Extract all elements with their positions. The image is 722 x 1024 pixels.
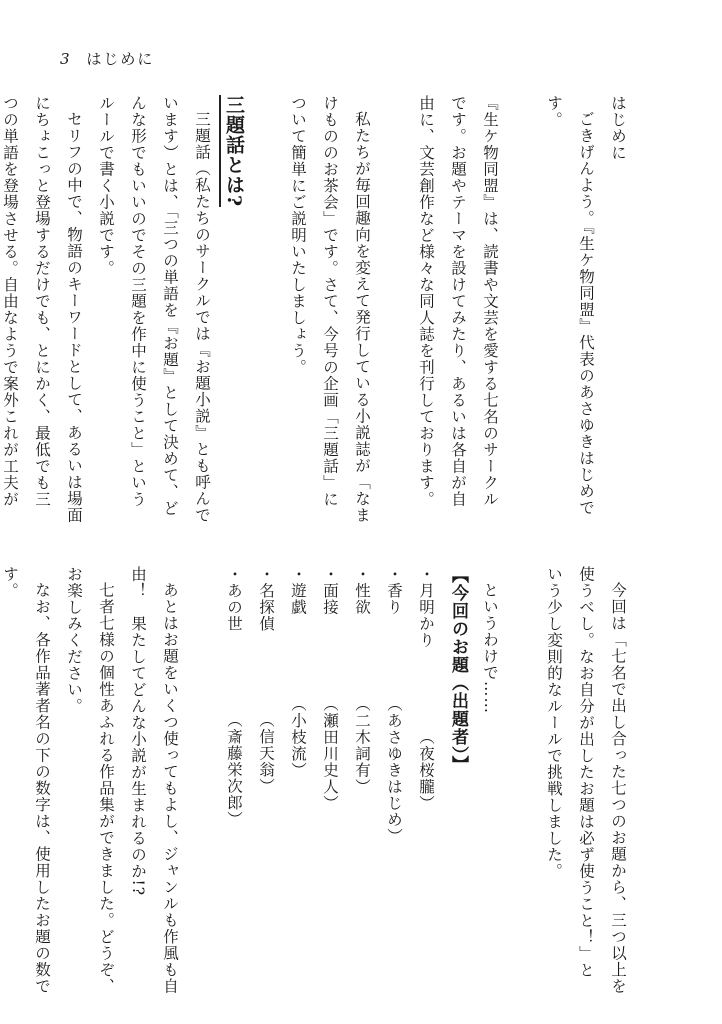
intro-title: はじめに <box>609 95 627 161</box>
running-header <box>60 48 154 69</box>
rule-paragraph: 今回は「七名で出し合った七つのお題から、三つ以上を使うべし。なお自分が出したお題は必ず使うこと！」という少し変則的なルールで挑戦しました。 <box>545 566 627 994</box>
topic-item <box>250 566 282 994</box>
topic-word: ・面接 <box>321 566 339 616</box>
intro-paragraph-1: ごきげんよう。『生ケ物同盟』代表のあさゆきはじめです。 <box>545 95 595 516</box>
topic-word: ・香り <box>385 566 403 616</box>
topic-author: （二木詞有） <box>353 695 371 795</box>
rule-lead: というわけで…… <box>481 581 499 714</box>
header-section-title: はじめに <box>86 50 155 68</box>
topics-heading: 【今回のお題（出題者）】 <box>448 566 468 774</box>
sandai-heading-text: 三題話とは? <box>219 95 245 207</box>
topic-item <box>410 566 442 994</box>
intro-paragraph-2: 『生ケ物同盟』は、読書や文芸を愛する七名のサークルです。お題やテーマを設けてみたり、あるいは各自が自由に、文芸創作など様々な同人誌を刊行しております。 <box>417 95 499 508</box>
topic-word: ・あの世 <box>225 566 243 632</box>
page-number: 3 <box>60 50 72 68</box>
topic-author: （夜桜朧） <box>417 728 435 811</box>
bottom-text-block <box>0 566 634 994</box>
closing-paragraph-2: 七者七様の個性あふれる作品集ができました。どうぞ、お楽しみください。 <box>65 566 115 994</box>
topic-word: ・性欲 <box>353 566 371 616</box>
topic-item <box>218 566 250 994</box>
topic-author: （瀬田川史人） <box>321 695 339 811</box>
topic-item <box>346 566 378 994</box>
closing-paragraph-3: なお、各作品著者名の下の数字は、使用したお題の数です。 <box>1 566 51 994</box>
topic-author: （信天翁） <box>257 712 275 795</box>
topic-word: ・遊戯 <box>289 566 307 616</box>
intro-paragraph-3: 私たちが毎回趣向を変えて発行している小説誌が「なまけもののお茶会」です。さて、今号の企画「三題話」について簡単にご説明いたしましょう。 <box>289 95 371 523</box>
topic-author: （小枝流） <box>289 695 307 778</box>
topic-author: （斎藤栄次郎） <box>225 712 243 828</box>
sandai-paragraph-2: セリフの中で、物語のキーワードとして、あるいは場面にちょこっと登場するだけでも、とにかく、最低でも三つの単語を登場させる。自由なようで案外これが工夫が <box>1 95 83 523</box>
closing-paragraph-1: あとはお題をいくつ使ってもよし、ジャンルも作風も自由！ 果たしてどんな小説が生まれるのか!? <box>129 566 179 994</box>
topic-item <box>378 566 410 994</box>
topic-item <box>282 566 314 994</box>
sandai-paragraph-1: 三題話（私たちのサークルでは『お題小説』とも呼んでいます）とは、「三つの単語を『お題』として決めて、どんな形でもいいのでその三題を作中に使うこと」というルールで書く小説です。 <box>97 95 211 523</box>
topic-item <box>314 566 346 994</box>
topic-word: ・名探偵 <box>257 566 275 632</box>
topic-word: ・月明かり <box>417 566 435 649</box>
sandai-heading <box>218 95 250 523</box>
top-text-block <box>0 95 634 523</box>
topic-author: （あさゆきはじめ） <box>385 695 403 844</box>
